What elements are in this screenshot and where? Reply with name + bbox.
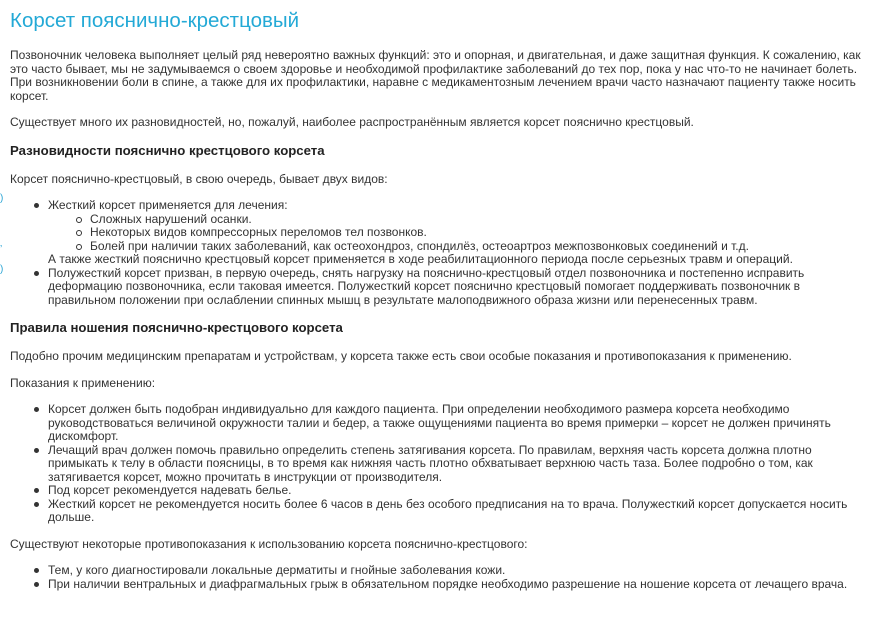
edge-fragment-mark: ‚ <box>0 238 3 249</box>
list-item: Болей при наличии таких заболеваний, как остеохондроз, спондилёз, остеоартроз межпозвонковых соединений и т.д. <box>48 240 862 254</box>
list-item: Корсет должен быть подобран индивидуально для каждого пациента. При определении необходимого размера корсета необходимо руководствоваться величиной окружности талии и бедер, а также ощущениями пациента во время примерки – корсет не должен причинять дискомфорт. <box>10 403 862 444</box>
rigid-subitems <box>48 213 862 254</box>
edge-fragment-mark: ) <box>0 193 4 204</box>
section-heading-rules: Правила ношения пояснично-крестцового корсета <box>10 320 343 335</box>
indications-label: Показания к применению: <box>10 375 156 390</box>
intro-paragraph-2: Существует много их разновидностей, но, пожалуй, наиболее распространённым является корсет пояснично крестцовый. <box>10 115 694 129</box>
indications-list <box>10 403 862 525</box>
intro-paragraph: Позвоночник человека выполняет целый ряд невероятно важных функций: это и опорная, и двигательная, и даже защитная функция. К сожалению, как это часто бывает, мы не задумываемся о своем здоровье и необходимой профилактике заболеваний до тех пор, пока у нас что-то не начинает болеть. При возникновении боли в спине, а также для их профилактики, наравне с медикаментозным лечением врачи часто назначают пациенту также носить корсет. <box>10 48 861 103</box>
list-item: Под корсет рекомендуется надевать белье. <box>10 484 862 498</box>
types-list <box>10 199 862 307</box>
list-item: Тем, у кого диагностировали локальные дерматиты и гнойные заболевания кожи. <box>10 564 862 578</box>
list-item-semi-rigid: Полужесткий корсет призван, в первую очередь, снять нагрузку на пояснично-крестцовый отдел позвоночника и постепенно исправить деформацию позвоночника, если таковая имеется. Полужесткий корсет пояснично крестцовый помогает поддерживать позвоночник в правильном положении при ослаблении спинных мышц в результате малоподвижного образа жизни или перенесенных травм. <box>10 267 862 308</box>
edge-fragment-mark: ) <box>0 264 4 275</box>
article <box>10 9 862 604</box>
types-lead: Корсет пояснично-крестцовый, в свою очередь, бывает двух видов: <box>10 171 388 186</box>
list-item: При наличии вентральных и диафрагмальных грыж в обязательном порядке необходимо разрешение на ношение корсета от лечащего врача. <box>10 578 862 592</box>
contraindications-label: Существуют некоторые противопоказания к использованию корсета пояснично-крестцового: <box>10 536 528 551</box>
article-title: Корсет пояснично-крестцовый <box>10 9 300 32</box>
section-heading-types: Разновидности пояснично крестцового корсета <box>10 142 325 158</box>
list-item-rigid <box>10 199 862 267</box>
list-item: Сложных нарушений осанки. <box>48 213 862 227</box>
contraindications-list <box>10 564 862 591</box>
rigid-text: Жесткий корсет применяется для лечения: <box>48 198 288 212</box>
rules-lead: Подобно прочим медицинским препаратам и устройствам, у корсета также есть свои особые показания и противопоказания к применению. <box>10 349 792 363</box>
list-item: Некоторых видов компрессорных переломов тел позвонков. <box>48 226 862 240</box>
list-item: Жесткий корсет не рекомендуется носить более 6 часов в день без особого предписания на то врача. Полужесткий корсет допускается носить дольше. <box>10 498 862 525</box>
list-item: Лечащий врач должен помочь правильно определить степень затягивания корсета. По правилам, верхняя часть корсета должна плотно примыкать к телу в области поясницы, в то время как нижняя часть плотно обхватывает верхнюю часть таза. Более подробно о том, как затягивается корсет, можно прочитать в инструкции от производителя. <box>10 444 862 485</box>
rigid-note: А также жесткий пояснично крестцовый корсет применяется в ходе реабилитационного периода после серьезных травм и операций. <box>48 252 793 266</box>
